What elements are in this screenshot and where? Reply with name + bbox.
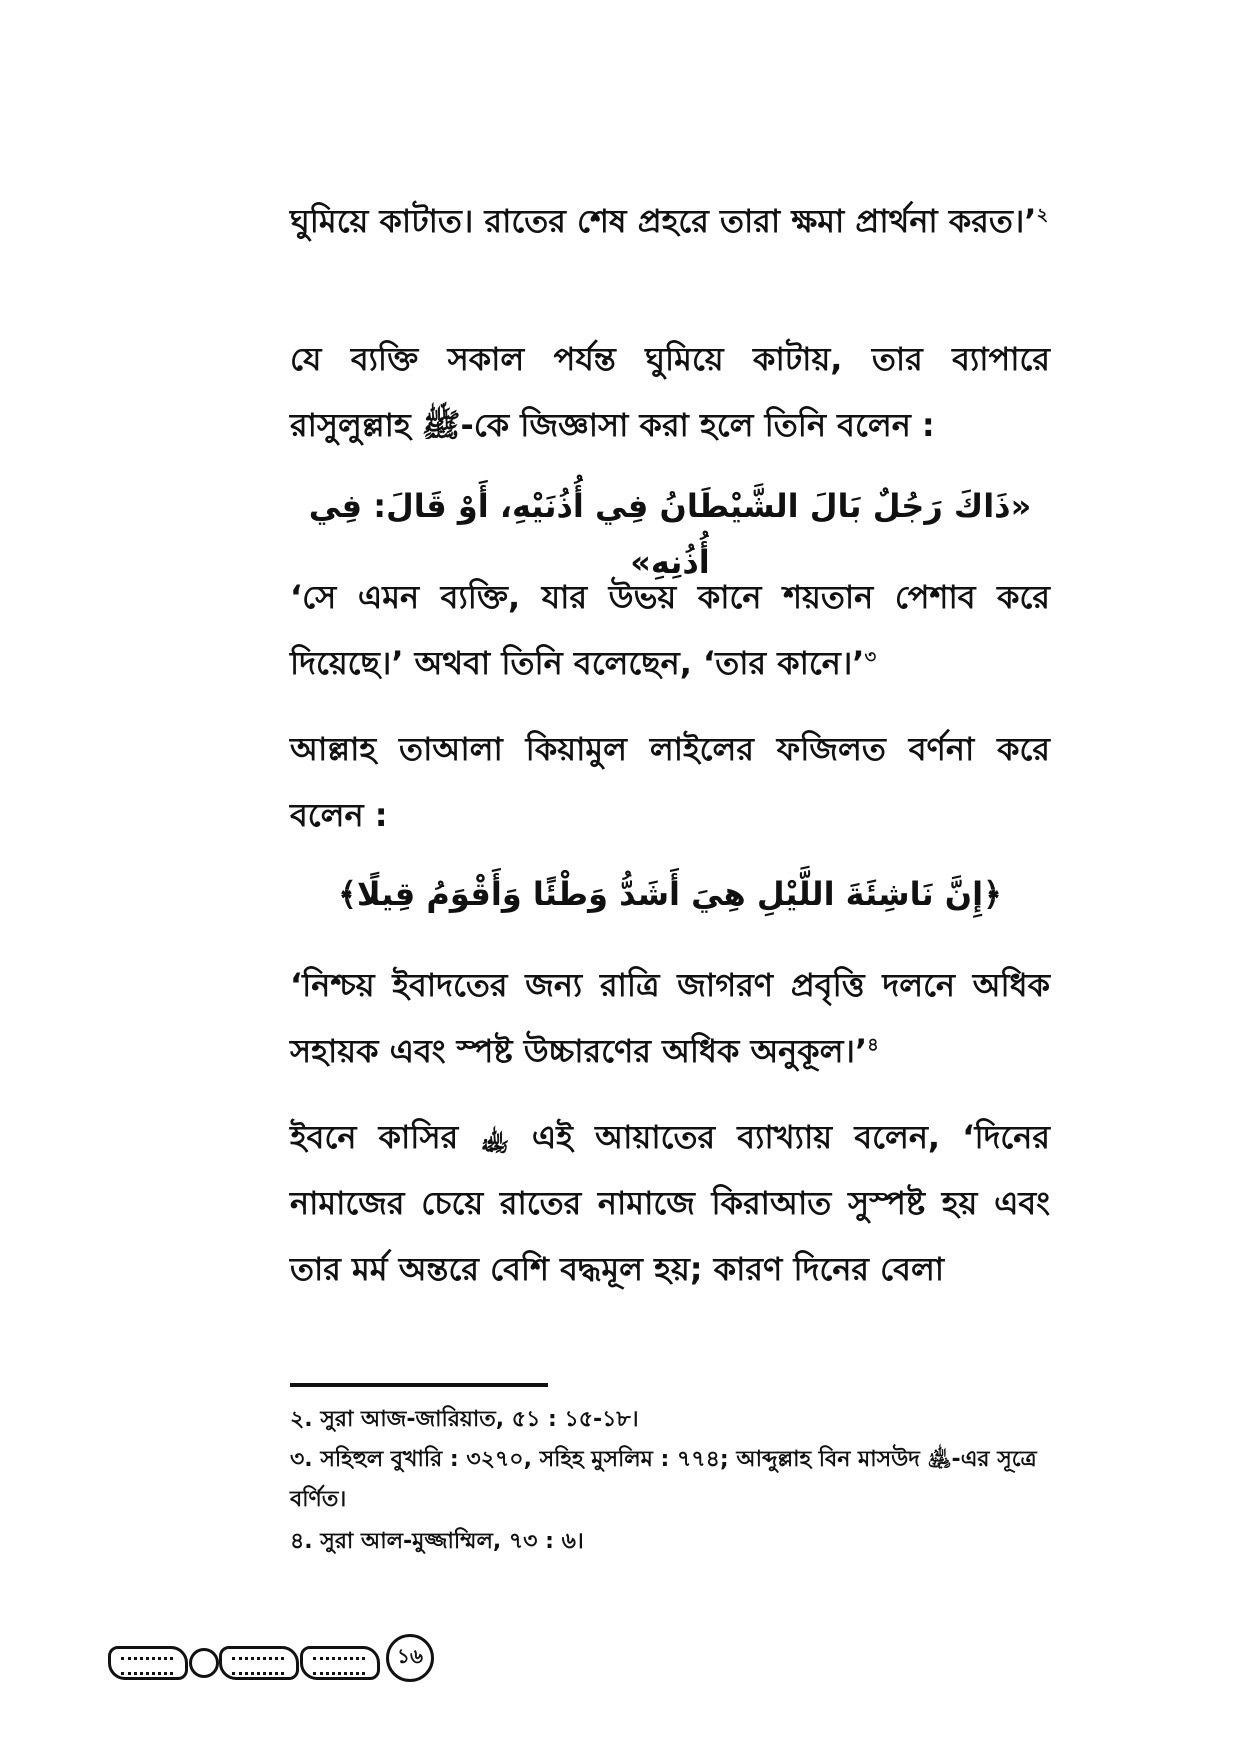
- footnote-divider: [290, 1383, 548, 1387]
- ornament-segment: [300, 1646, 380, 1680]
- paragraph-5-text: ‘নিশ্চয় ইবাদতের জন্য রাত্রি জাগরণ প্রবৃত্তি দলনে অধিক সহায়ক এবং স্পষ্ট উচ্চারণের অধিক অনুকূল।’: [290, 966, 1050, 1070]
- page-number: ১৬: [386, 1634, 434, 1682]
- footnote-ref-3: ৩: [864, 646, 877, 668]
- ornament-segment: [108, 1646, 188, 1680]
- paragraph-1-text: ঘুমিয়ে কাটাত। রাতের শেষ প্রহরে তারা ক্ষমা প্রার্থনা করত।’: [290, 202, 1037, 240]
- page-ornament: [108, 1638, 380, 1688]
- footnote-4: ৪. সুরা আল-মুজ্জাম্মিল, ৭৩ : ৬।: [290, 1529, 584, 1554]
- arabic-quran-verse: ﴿إِنَّ نَاشِئَةَ اللَّيْلِ هِيَ أَشَدُّ وَطْئًا وَأَقْوَمُ قِيلًا﴾: [338, 875, 1002, 913]
- paragraph-1: [290, 188, 1050, 254]
- ornament-ring: [189, 1648, 219, 1678]
- arabic-hadith: «ذَاكَ رَجُلٌ بَالَ الشَّيْطَانُ فِي أُذُنَيْهِ، أَوْ قَالَ: فِي أُذُنِهِ»: [308, 487, 1032, 581]
- footnote-3: ৩. সহিহুল বুখারি : ৩২৭০, সহিহ মুসলিম : ৭৭৪; আব্দুল্লাহ বিন মাসউদ ﵁-এর সূত্রে বর্ণিত।: [290, 1447, 1037, 1512]
- paragraph-6: ইবনে কাসির ﵀ এই আয়াতের ব্যাখ্যায় বলেন, ‘দিনের নামাজের চেয়ে রাতের নামাজে কিরাআত সুস্পষ্ট হয় এবং তার মর্ম অন্তরে বেশি বদ্ধমূল হয়; কারণ দিনের বেলা: [290, 1118, 1050, 1288]
- footnote-2: ২. সুরা আজ-জারিয়াত, ৫১ : ১৫-১৮।: [290, 1407, 639, 1432]
- ornament-segment: [219, 1646, 299, 1680]
- paragraph-5: [290, 952, 1050, 1084]
- paragraph-4: আল্লাহ তাআলা কিয়ামুল লাইলের ফজিলত বর্ণনা করে বলেন :: [290, 730, 1050, 834]
- footnote-ref-2: ২: [1036, 204, 1049, 226]
- paragraph-3: [290, 564, 1050, 696]
- paragraph-2: যে ব্যক্তি সকাল পর্যন্ত ঘুমিয়ে কাটায়, তার ব্যাপারে রাসুলুল্লাহ ﷺ-কে জিজ্ঞাসা করা হলে তিনি বলেন :: [290, 340, 1050, 444]
- paragraph-3-text: ‘সে এমন ব্যক্তি, যার উভয় কানে শয়তান পেশাব করে দিয়েছে।’ অথবা তিনি বলেছেন, ‘তার কানে।’: [290, 578, 1050, 682]
- footnote-ref-4: ৪: [867, 1034, 879, 1056]
